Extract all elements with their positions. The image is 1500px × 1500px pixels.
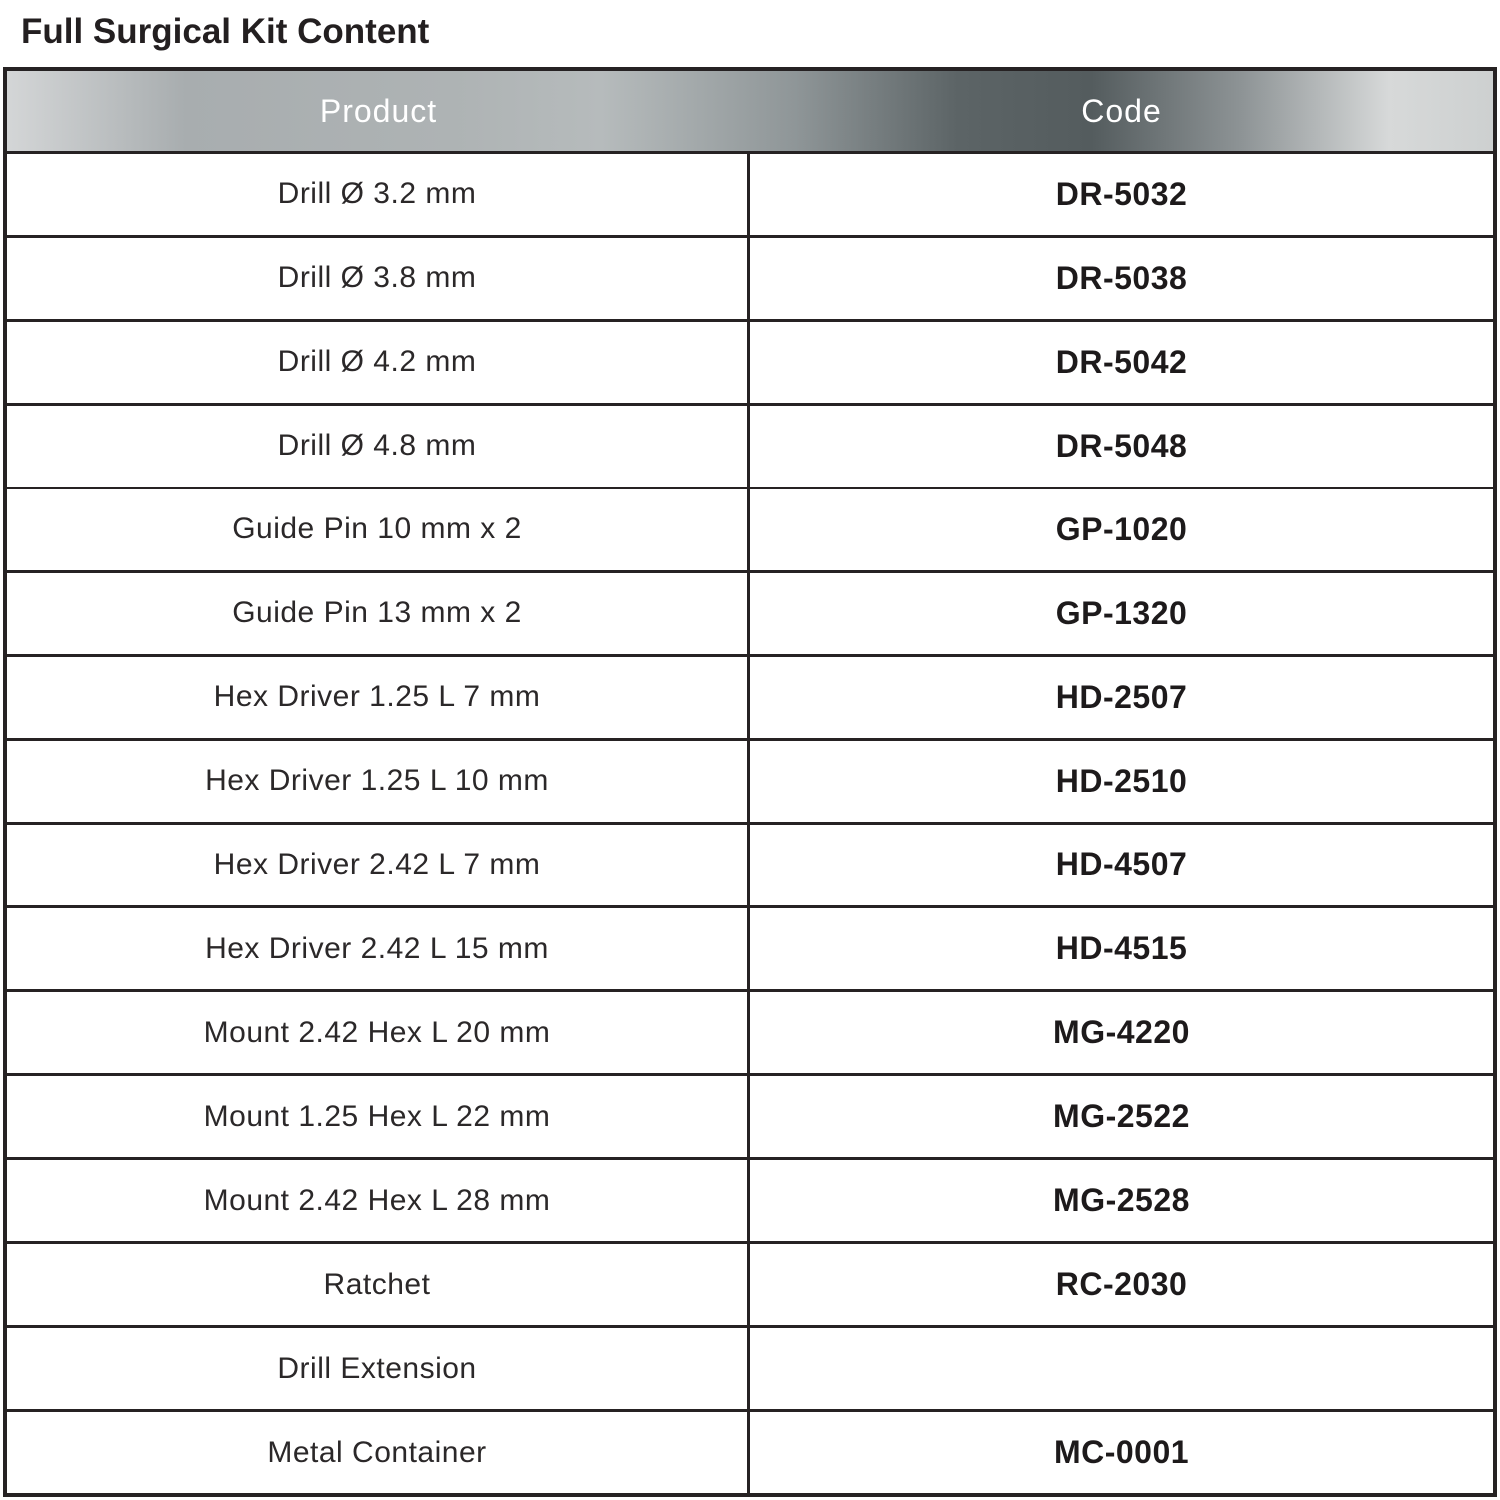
product-cell: Hex Driver 1.25 L 7 mm (7, 657, 750, 738)
column-header-code: Code (1081, 92, 1162, 129)
code-cell: GP-1020 (1055, 510, 1188, 547)
table-row (7, 238, 1493, 322)
table-row (7, 489, 1493, 573)
product-cell: Hex Driver 2.42 L 7 mm (7, 825, 750, 906)
product-cell: Drill Extension (7, 1328, 750, 1409)
code-cell: DR-5038 (1055, 259, 1188, 296)
code-cell: MG-4220 (1053, 1014, 1190, 1051)
product-cell: Drill Ø 3.2 mm (7, 154, 750, 235)
table-row (7, 908, 1493, 992)
table-row (7, 741, 1493, 825)
table-row (7, 154, 1493, 238)
product-cell: Guide Pin 10 mm x 2 (7, 489, 750, 570)
table-row (7, 573, 1493, 657)
table-row (7, 657, 1493, 741)
product-cell: Drill Ø 3.8 mm (7, 238, 750, 319)
table-row (7, 406, 1493, 489)
product-cell: Hex Driver 2.42 L 15 mm (7, 908, 750, 989)
code-cell (750, 1328, 1493, 1409)
table-row (7, 1076, 1493, 1160)
code-cell: HD-2510 (1055, 762, 1188, 799)
code-cell: DR-5042 (1055, 343, 1188, 380)
product-cell: Mount 1.25 Hex L 22 mm (7, 1076, 750, 1157)
code-cell: HD-4507 (1055, 846, 1188, 883)
product-cell: Ratchet (7, 1244, 750, 1325)
table-header-row (7, 71, 1493, 154)
surgical-kit-table (3, 67, 1497, 1497)
product-cell: Guide Pin 13 mm x 2 (7, 573, 750, 654)
table-row (7, 1412, 1493, 1493)
code-cell: HD-4515 (1055, 930, 1188, 967)
table-row (7, 825, 1493, 909)
column-header-product: Product (319, 92, 438, 129)
product-cell: Drill Ø 4.8 mm (7, 406, 750, 487)
product-cell: Drill Ø 4.2 mm (7, 322, 750, 403)
code-cell: MG-2528 (1053, 1182, 1190, 1219)
table-row (7, 1244, 1493, 1328)
product-cell: Mount 2.42 Hex L 20 mm (7, 992, 750, 1073)
code-cell: DR-5048 (1055, 427, 1188, 464)
product-cell: Hex Driver 1.25 L 10 mm (7, 741, 750, 822)
code-cell: HD-2507 (1055, 678, 1188, 715)
table-row (7, 1160, 1493, 1244)
product-cell: Metal Container (7, 1412, 750, 1493)
table-body (7, 154, 1493, 1493)
code-cell: DR-5032 (1055, 175, 1188, 212)
code-cell: MG-2522 (1053, 1098, 1190, 1135)
code-cell: GP-1320 (1055, 594, 1188, 631)
code-cell: RC-2030 (1055, 1266, 1188, 1303)
code-cell: MC-0001 (1053, 1434, 1190, 1471)
table-row (7, 322, 1493, 406)
table-row (7, 1328, 1493, 1412)
table-row (7, 992, 1493, 1076)
page-title: Full Surgical Kit Content (21, 12, 430, 51)
product-cell: Mount 2.42 Hex L 28 mm (7, 1160, 750, 1241)
